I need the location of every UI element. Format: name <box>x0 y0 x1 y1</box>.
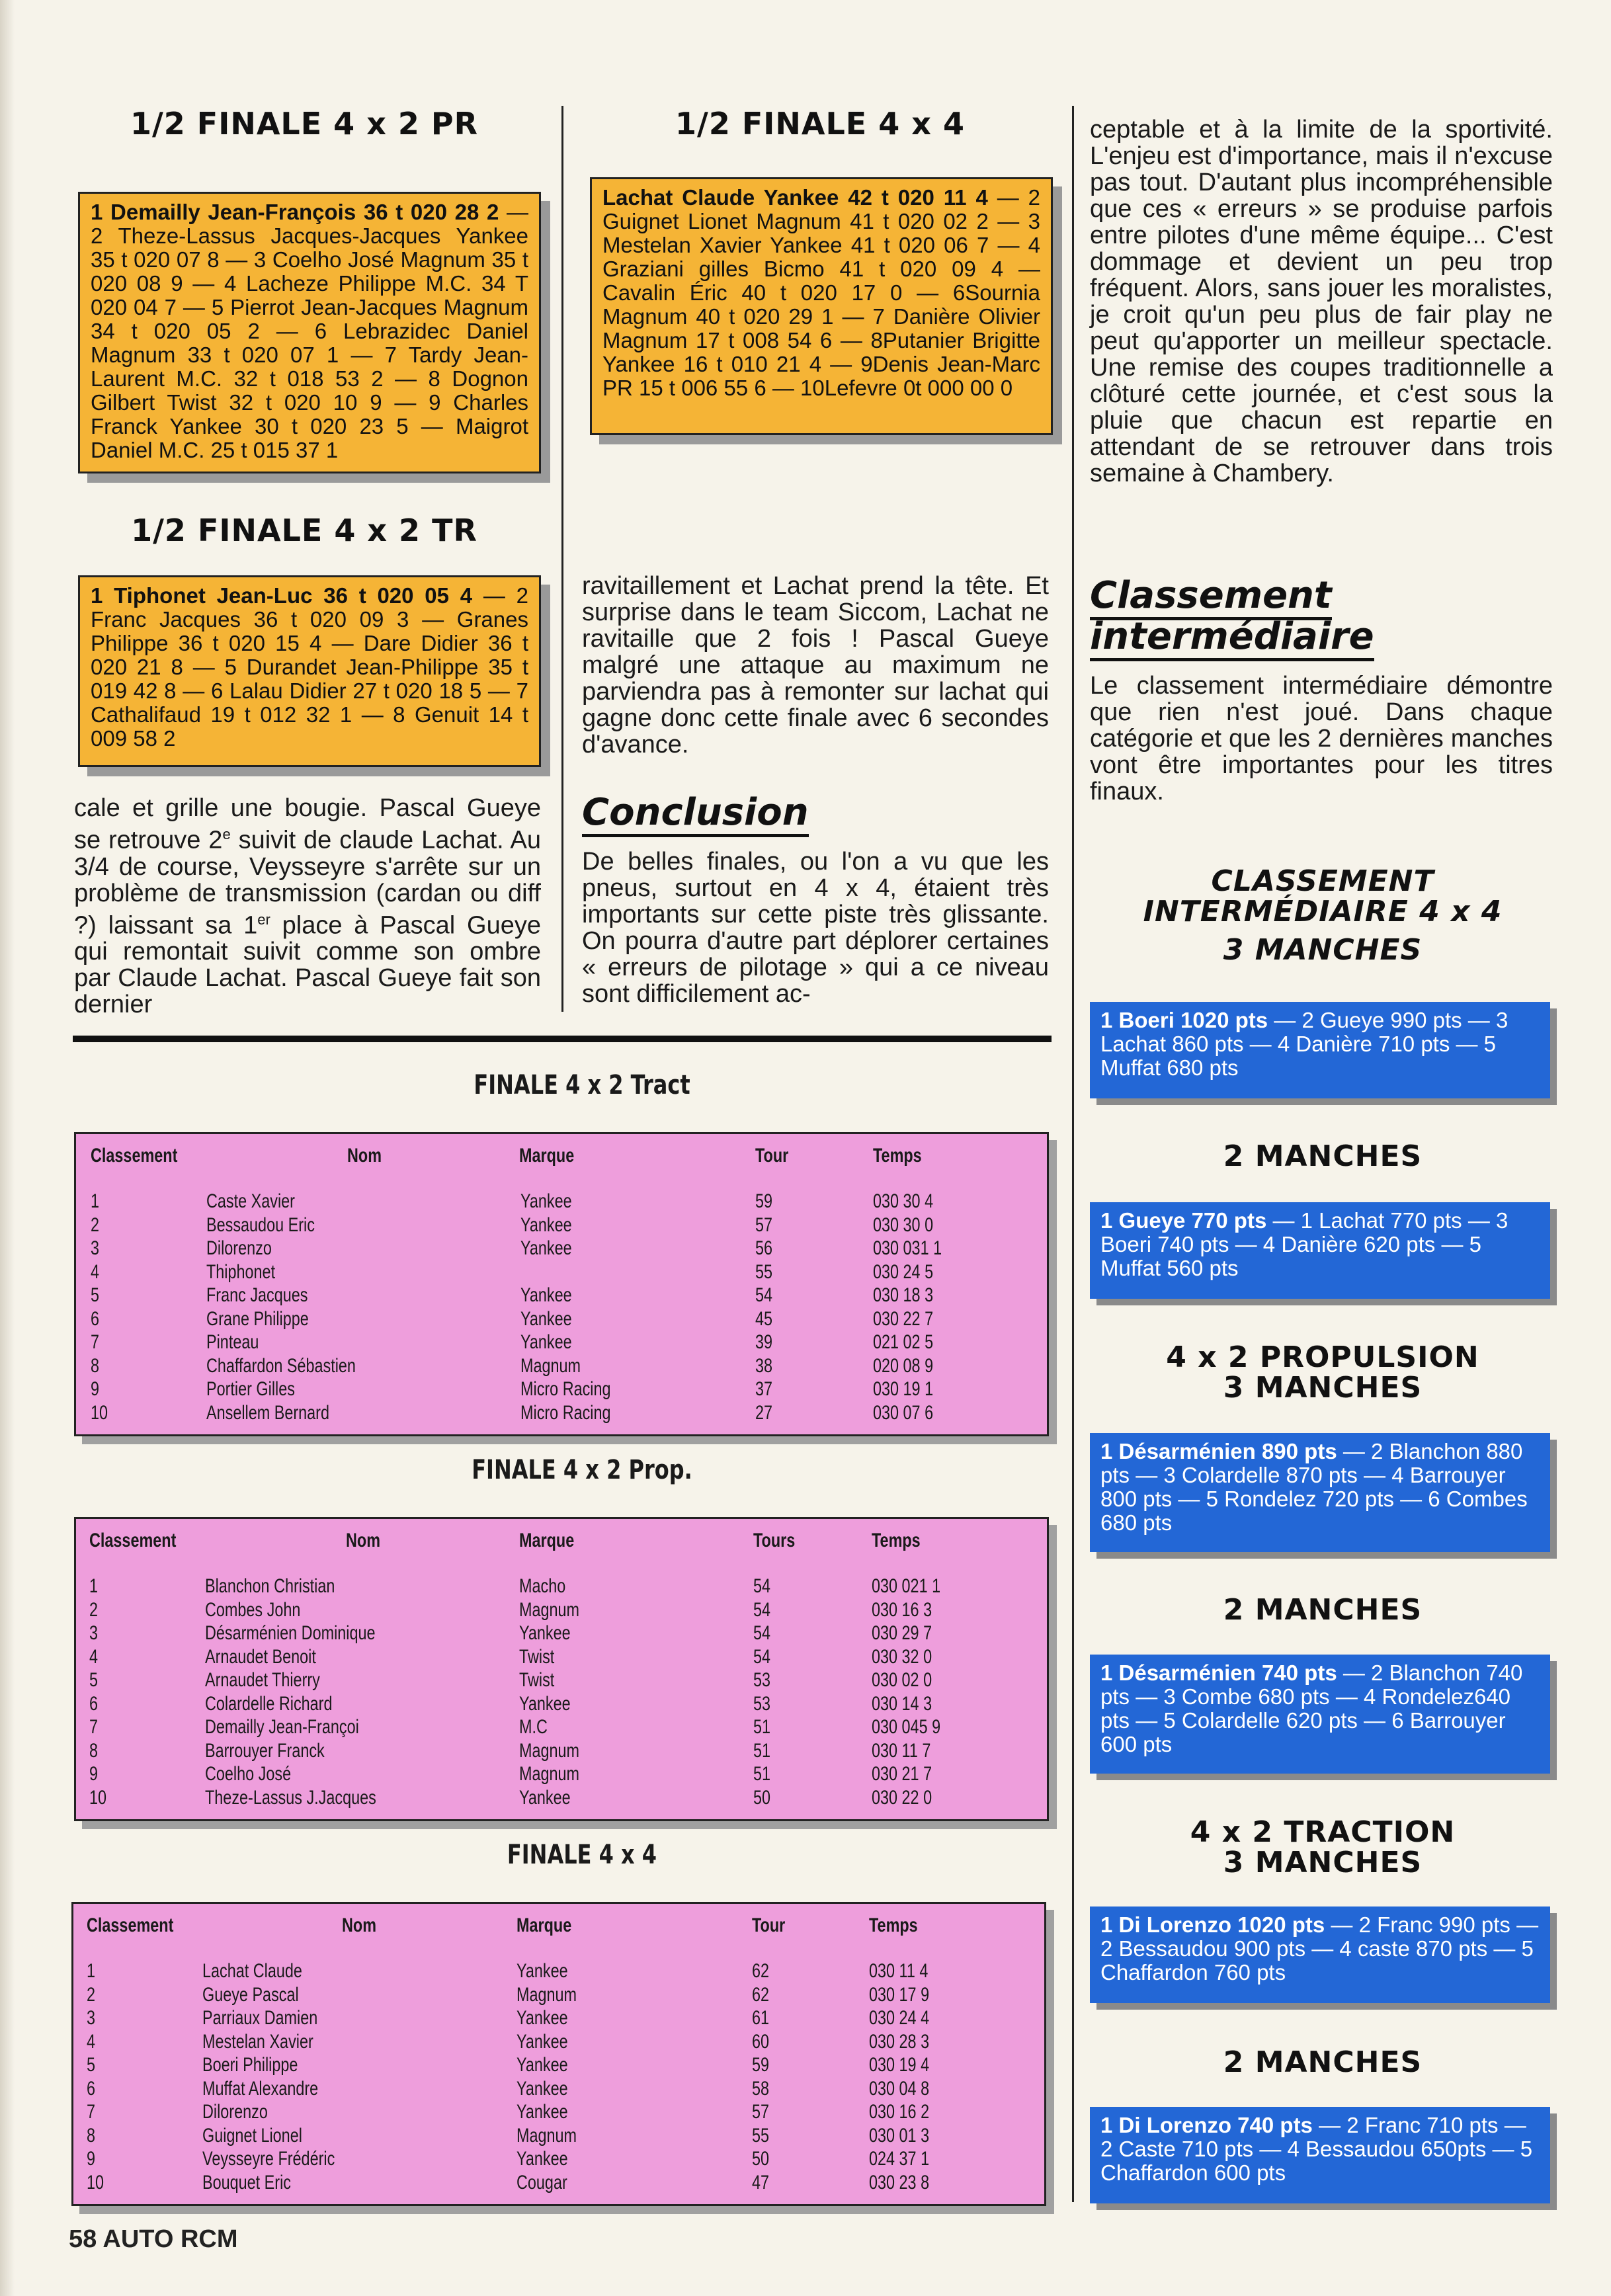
col-header-classement: Classement <box>87 1914 174 1936</box>
heading-semifinal-4x2-pr: 1/2 FINALE 4 x 2 PR <box>130 106 479 142</box>
col-header-nom: Nom <box>347 1145 382 1167</box>
col-nom: Lachat Claude Gueye Pascal Parriaux Damien Mestelan Xavier Boeri Philippe Muffat Alexandre Dilorenzo Guignet Lionel Veysseyre Frédéric Bouquet Eric <box>202 1960 335 2194</box>
results-box-4x2-pr <box>78 192 541 473</box>
col-classement: 1 2 3 4 5 6 7 8 9 10 <box>89 1575 107 1809</box>
body-paragraph-right-1: ceptable et à la limite de la sportivité. L'enjeu est d'importance, mais il n'excuse pas tout. D'autant plus incompréhensible que ces « erreurs » se produise parfois entre pilotes d'une même équipe... C'est dommage et devient un peu trop fréquent. Alors, sans jouer les moralistes, je croit qu'un peu plus de fair play ne peut qu'apporter un meilleur spectacle. Une remise des coupes traditionnelle a clôturé cette journée, et c'est sous la pluie que chacun est repartie en attendant de se retrouver dans trois semaine à Chambery. <box>1090 116 1553 487</box>
standings-box-tract-3: 1 Di Lorenzo 1020 pts — 2 Franc 990 pts — 2 Bessaudou 900 pts — 4 caste 870 pts — 5 Chaffardon 760 pts <box>1090 1906 1550 2003</box>
col-header-temps: Temps <box>869 1914 918 1936</box>
col-temps: 030 30 4 030 30 0 030 031 1 030 24 5 030 18 3 030 22 7 021 02 5 020 08 9 030 19 1 030 07 6 <box>873 1190 942 1424</box>
divider <box>73 1036 1052 1042</box>
standings-box-4x4-2: 1 Gueye 770 pts — 1 Lachat 770 pts — 3 Boeri 740 pts — 4 Danière 620 pts — 5 Muffat 560 pts <box>1090 1202 1550 1299</box>
heading-4x4-2-manches: 2 MANCHES <box>1223 1139 1423 1173</box>
col-header-marque: Marque <box>519 1530 575 1551</box>
col-marque: Yankee Yankee Yankee Yankee Yankee Yankee Magnum Micro Racing Micro Racing <box>520 1190 611 1424</box>
standings-box-tract-2: 1 Di Lorenzo 740 pts — 2 Franc 710 pts — 2 Caste 710 pts — 4 Bessaudou 650pts — 5 Chaffardon 600 pts <box>1090 2107 1550 2203</box>
standings-box-4x4-3: 1 Boeri 1020 pts — 2 Gueye 990 pts — 3 Lachat 860 pts — 4 Danière 710 pts — 5 Muffat 680 pts <box>1090 1002 1550 1098</box>
winner-text: 1 Demailly Jean-François 36 t 020 28 2 <box>91 200 499 224</box>
col-tour: 59 57 56 55 54 45 39 38 37 27 <box>755 1190 773 1424</box>
results-box-4x4 <box>590 177 1053 435</box>
heading-traction: 4 x 2 TRACTION 3 MANCHES <box>1190 1815 1456 1879</box>
col-header-marque: Marque <box>516 1914 572 1936</box>
col-header-tour: Tour <box>752 1914 786 1936</box>
page-footer: 58 AUTO RCM <box>69 2225 238 2253</box>
results-text: — 2 Franc Jacques 36 t 020 09 3 — Granes Philippe 36 t 020 15 4 — Dare Didier 36 t 020 21 8 — 5 Durandet Jean-Philippe 35 t 019 42 8 — 6 Lalau Didier 27 t 020 18 5 — 7 Cathalifaud 19 t 012 32 1 — 8 Genuit 14 t 009 58 2 <box>91 583 528 751</box>
col-marque: Macho Magnum Yankee Twist Twist Yankee M.C Magnum Magnum Yankee <box>519 1575 580 1809</box>
table-title-tract: FINALE 4 x 2 Tract <box>474 1070 690 1100</box>
heading-semifinal-4x2-tr: 1/2 FINALE 4 x 2 TR <box>131 512 477 548</box>
left-edge-shade <box>0 0 15 2296</box>
col-header-classement: Classement <box>91 1145 178 1167</box>
column-rule-left <box>561 106 563 1012</box>
col-header-marque: Marque <box>519 1145 575 1167</box>
col-header-classement: Classement <box>89 1530 177 1551</box>
col-header-temps: Temps <box>873 1145 922 1167</box>
table-title-4x4: FINALE 4 x 4 <box>507 1840 657 1870</box>
heading-classement-4x4: CLASSEMENT INTERMÉDIAIRE 4 x 4 3 MANCHES <box>1143 864 1503 967</box>
col-tour: 62 62 61 60 59 58 57 55 50 47 <box>752 1960 770 2194</box>
results-table-4x4 <box>71 1902 1046 2206</box>
classement-title: Classement intermédiaire <box>1090 575 1374 657</box>
col-header-nom: Nom <box>346 1530 381 1551</box>
heading-tract-2-manches: 2 MANCHES <box>1223 2045 1423 2079</box>
col-temps: 030 021 1 030 16 3 030 29 7 030 32 0 030 02 0 030 14 3 030 045 9 030 11 7 030 21 7 030 22 0 <box>872 1575 941 1809</box>
col-nom: Caste Xavier Bessaudou Eric Dilorenzo Thiphonet Franc Jacques Grane Philippe Pinteau Chaffardon Sébastien Portier Gilles Ansellem Bernard <box>206 1190 356 1424</box>
col-header-temps: Temps <box>872 1530 921 1551</box>
results-text: — 2 Guignet Lionet Magnum 41 t 020 02 2 — 3 Mestelan Xavier Yankee 41 t 020 06 7 — 4 Graziani gilles Bicmo 41 t 020 09 4 — Cavalin Éric 40 t 020 17 0 — 6Sournia Magnum 40 t 020 29 1 — 7 Danière Olivier Magnum 17 t 008 54 6 — 8Putanier Brigitte Yankee 16 t 010 21 4 — 9Denis Jean-Marc PR 15 t 006 55 6 — 10Lefevre 0t 000 00 0 <box>602 185 1040 400</box>
table-title-prop: FINALE 4 x 2 Prop. <box>472 1455 692 1485</box>
col-marque: Yankee Magnum Yankee Yankee Yankee Yankee Yankee Magnum Yankee Cougar <box>516 1960 577 2194</box>
column-rule-right <box>1072 106 1074 2202</box>
standings-box-prop-2: 1 Désarménien 740 pts — 2 Blanchon 740 pts — 3 Combe 680 pts — 4 Rondelez640 pts — 5 Colardelle 620 pts — 6 Barrouyer 600 pts <box>1090 1655 1550 1774</box>
heading-semifinal-4x4: 1/2 FINALE 4 x 4 <box>675 106 965 142</box>
results-box-4x2-tr <box>78 575 541 767</box>
results-table-tract <box>74 1132 1049 1436</box>
standings-box-prop-3: 1 Désarménien 890 pts — 2 Blanchon 880 pts — 3 Colardelle 870 pts — 4 Barrouyer 800 pts — 5 Rondelez 720 pts — 6 Combes 680 pts <box>1090 1433 1550 1552</box>
body-paragraph-left: cale et grille une bougie. Pascal Gueye se retrouve 2e suivit de claude Lachat. Au 3/4 de course, Veysseyre s'arrête sur un problème de transmission (cardan ou diff ?) laissant sa 1er place à Pascal Gueye qui remontait suivit comme son ombre par Claude Lachat. Pascal Gueye fait son dernier <box>74 794 541 1019</box>
col-header-tours: Tours <box>753 1530 796 1551</box>
results-text: — 2 Theze-Lassus Jacques-Jacques Yankee 35 t 020 07 8 — 3 Coelho José Magnum 35 t 020 08 9 — 4 Lacheze Philippe M.C. 34 T 020 04 7 — 5 Pierrot Jean-Jacques Magnum 34 t 020 05 2 — 6 Lebrazidec Daniel Magnum 33 t 020 07 1 — 7 Tardy Jean-Laurent M.C. 32 t 018 53 2 — 8 Dognon Gilbert Twist 32 t 020 10 9 — 9 Charles Franck Yankee 30 t 020 23 5 — Maigrot Daniel M.C. 25 t 015 37 1 <box>91 200 528 462</box>
col-classement: 1 2 3 4 5 6 7 8 9 10 <box>91 1190 108 1424</box>
results-table-prop <box>74 1517 1049 1821</box>
col-header-nom: Nom <box>342 1914 377 1936</box>
col-classement: 1 2 3 4 5 6 7 8 9 10 <box>87 1960 104 2194</box>
body-paragraph-middle-2: De belles finales, ou l'on a vu que les pneus, surtout en 4 x 4, étaient très importants sur cette piste très glissante. On pourra d'autre part déplorer certaines « erreurs de pilotage » qui a ce niveau sont difficilement ac- <box>582 848 1049 1008</box>
col-header-tour: Tour <box>755 1145 789 1167</box>
col-temps: 030 11 4 030 17 9 030 24 4 030 28 3 030 19 4 030 04 8 030 16 2 030 01 3 024 37 1 030 23 8 <box>869 1960 930 2194</box>
col-nom: Blanchon Christian Combes John Désarménien Dominique Arnaudet Benoit Arnaudet Thierry Colardelle Richard Demailly Jean-Françoi Barrouyer Franck Coelho José Theze-Lassus J.Jacques <box>205 1575 376 1809</box>
winner-text: 1 Tiphonet Jean-Luc 36 t 020 05 4 <box>91 583 473 608</box>
heading-prop-2-manches: 2 MANCHES <box>1223 1593 1423 1627</box>
body-paragraph-right-2: Le classement intermédiaire démontre que rien n'est joué. Dans chaque catégorie et que les 2 dernières manches vont être importantes pour les titres finaux. <box>1090 672 1553 805</box>
body-paragraph-middle-1: ravitaillement et Lachat prend la tête. Et surprise dans le team Siccom, Lachat ne ravitaille que 2 fois ! Pascal Gueye malgré une attaque au maximum ne parviendra pas à remonter sur lachat qui gagne donc cette finale avec 6 secondes d'avance. <box>582 572 1049 758</box>
winner-text: Lachat Claude Yankee 42 t 020 11 4 <box>602 185 988 210</box>
conclusion-title: Conclusion <box>582 792 809 833</box>
heading-propulsion: 4 x 2 PROPULSION 3 MANCHES <box>1166 1340 1479 1405</box>
col-tours: 54 54 54 54 53 53 51 51 51 50 <box>753 1575 771 1809</box>
